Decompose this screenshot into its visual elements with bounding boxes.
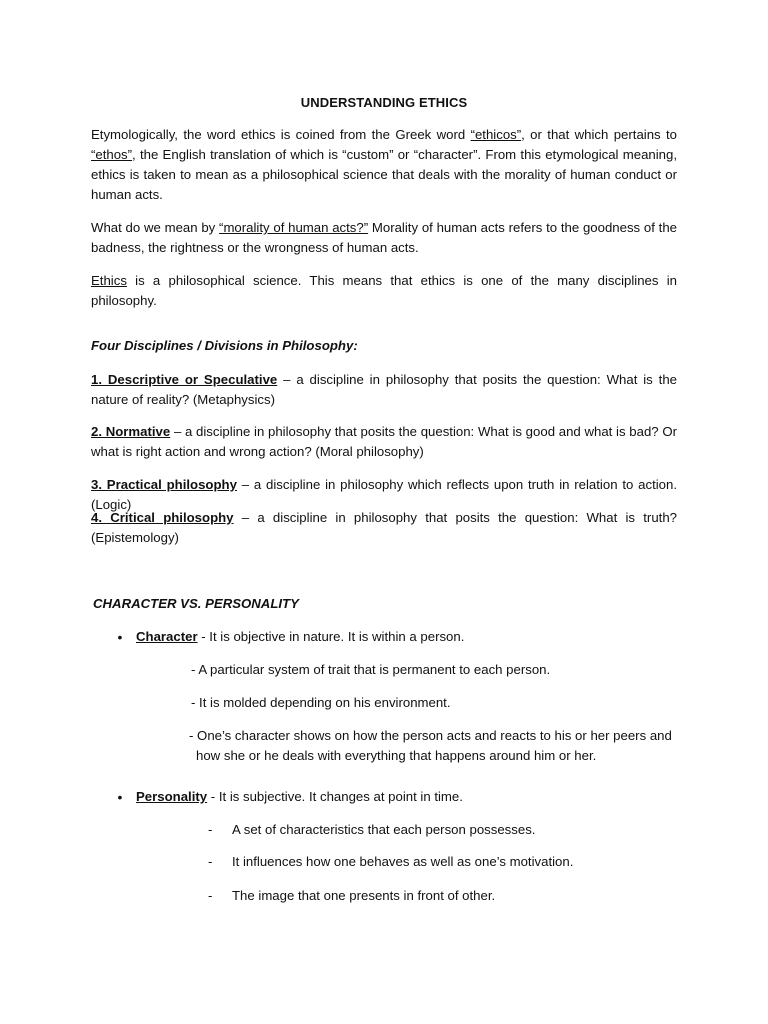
discipline-term: 1. Descriptive or Speculative — [91, 372, 278, 387]
character-heading: CHARACTER VS. PERSONALITY — [93, 596, 299, 611]
discipline-term: 4. Critical philosophy — [91, 510, 234, 525]
bullet-icon: • — [117, 629, 123, 645]
dash-marker: - — [208, 888, 213, 903]
underlined-term-ethics: Ethics — [91, 273, 127, 288]
underlined-term-morality: “morality of human acts?” — [219, 220, 369, 235]
underlined-term-ethos: “ethos” — [91, 147, 133, 162]
paragraph-morality — [91, 218, 677, 258]
text: is a philosophical science. This means that ethics is one of the many disciplines in philosophy. — [91, 273, 677, 308]
discipline-item — [91, 508, 677, 548]
discipline-text: – a discipline in philosophy that posits the question: What is good and what is bad? Or what is right action and wrong action? (Moral philosophy) — [91, 424, 677, 459]
discipline-item — [91, 422, 677, 462]
discipline-item — [91, 370, 677, 410]
text: , the English translation of which is “custom” or “character”. From this etymological meaning, ethics is taken to mean as a philosophical science that deals with the morality of human conduct or human acts. — [91, 147, 677, 202]
character-detail-line: - One’s character shows on how the person acts and reacts to his or her peers and — [189, 728, 672, 743]
text: Morality of human acts refers to the goodness of the badness, the rightness or the wrongness of human acts. — [91, 220, 677, 255]
personality-detail-text: A set of characteristics that each person possesses. — [232, 822, 536, 837]
underlined-term-ethicos: “ethicos” — [470, 127, 522, 142]
term-description: - It is subjective. It changes at point in time. — [207, 789, 463, 804]
discipline-text: – a discipline in philosophy that posits the question: What is truth? (Epistemology) — [91, 510, 677, 545]
bullet-icon: • — [117, 789, 123, 805]
text: What do we mean by — [91, 220, 220, 235]
personality-detail-text: It influences how one behaves as well as one’s motivation. — [232, 854, 574, 869]
term-personality: Personality — [136, 789, 208, 804]
character-detail-line: - A particular system of trait that is permanent to each person. — [191, 662, 551, 677]
paragraph-ethics-definition — [91, 271, 677, 311]
discipline-term: 3. Practical philosophy — [91, 477, 237, 492]
character-detail-line: how she or he deals with everything that happens around him or her. — [196, 748, 597, 763]
term-description: - It is objective in nature. It is within a person. — [197, 629, 465, 644]
discipline-text: – a discipline in philosophy which reflects upon truth in relation to action. (Logic) — [91, 477, 677, 512]
text: Etymologically, the word ethics is coined from the Greek word — [91, 127, 471, 142]
discipline-text: – a discipline in philosophy that posits the question: What is the nature of reality? (Metaphysics) — [91, 372, 677, 407]
dash-marker: - — [208, 822, 213, 837]
list-item-text — [136, 627, 676, 647]
paragraph-etymology — [91, 125, 677, 205]
discipline-term: 2. Normative — [91, 424, 171, 439]
text: , or that which pertains to — [521, 127, 677, 142]
page-title: UNDERSTANDING ETHICS — [300, 95, 468, 110]
disciplines-heading: Four Disciplines / Divisions in Philosophy: — [91, 338, 358, 353]
personality-detail-text: The image that one presents in front of other. — [232, 888, 496, 903]
character-detail-line: - It is molded depending on his environment. — [191, 695, 451, 710]
list-item-text — [136, 787, 676, 807]
term-character: Character — [136, 629, 198, 644]
dash-marker: - — [208, 854, 213, 869]
